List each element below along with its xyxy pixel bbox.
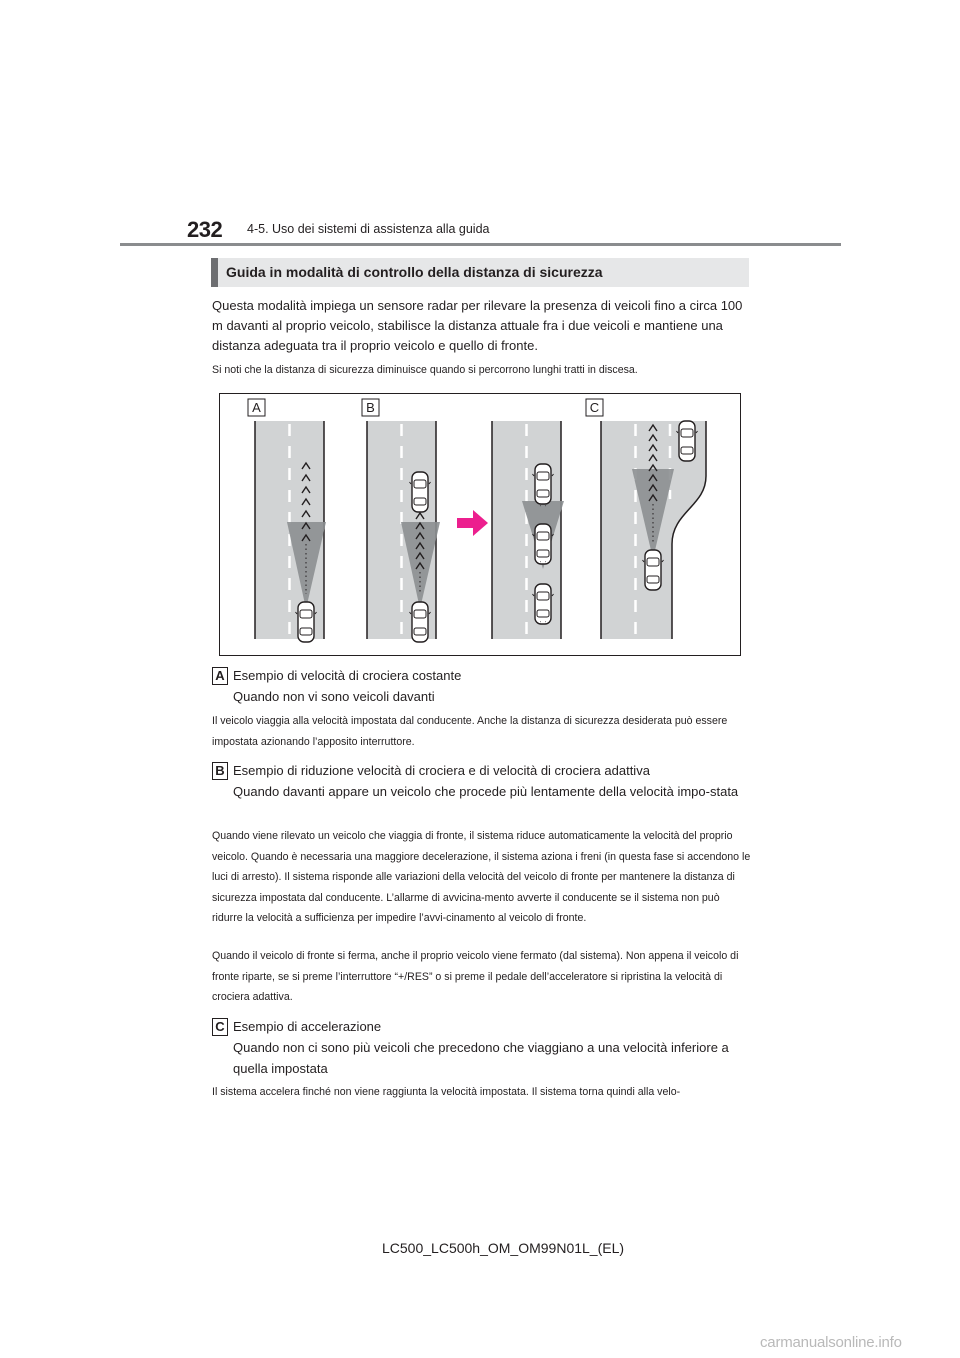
item-letter-a: A bbox=[212, 667, 228, 685]
section-heading-accent bbox=[211, 258, 218, 287]
item-b-text-2: Quando il veicolo di fronte si ferma, anche il proprio veicolo viene fermato (dal sistema). Non appena il veicolo di fronte riparte, se si preme l’interruttore “+/RES” o si preme il pedale dell’acceleratore si ripristina la velocità di crociera adattiva. bbox=[212, 950, 739, 1003]
item-b-subtitle: Quando davanti appare un veicolo che procede più lentamente della velocità impo-stata bbox=[233, 784, 739, 799]
svg-text:᾿ ᾿: ᾿ ᾿ bbox=[539, 561, 547, 568]
road-c bbox=[601, 421, 706, 639]
figure-label-a: A bbox=[252, 400, 261, 415]
item-c-title: Esempio di accelerazione bbox=[233, 1019, 382, 1034]
road-b2 bbox=[492, 421, 564, 639]
figure-label-c: C bbox=[589, 400, 600, 415]
chapter-title: 4-5. Uso dei sistemi di assistenza alla guida bbox=[247, 222, 490, 236]
header-rule bbox=[120, 243, 841, 246]
intro-paragraph: Questa modalità impiega un sensore radar per rilevare la presenza di veicoli fino a circa 100 m davanti al proprio veicolo, stabilisce la distanza attuale fra i due veicoli e mantiene una distanza adeguata tra il proprio veicolo e quello di fronte. bbox=[212, 298, 743, 353]
page-number: 232 bbox=[187, 217, 223, 242]
intro-note: Si noti che la distanza di sicurezza diminuisce quando si percorrono lunghi tratti in discesa. bbox=[212, 364, 638, 376]
section-heading: Guida in modalità di controllo della distanza di sicurezza bbox=[226, 264, 603, 280]
item-a-subtitle: Quando non vi sono veicoli davanti bbox=[233, 689, 435, 704]
road-a bbox=[255, 421, 326, 642]
item-a-title: Esempio di velocità di crociera costante bbox=[233, 668, 462, 683]
item-c-text: Il sistema accelera finché non viene raggiunta la velocità impostata. Il sistema torna quindi alla velo- bbox=[212, 1086, 681, 1098]
watermark: carmanualsonline.info bbox=[760, 1334, 902, 1351]
item-b-title: Esempio di riduzione velocità di crociera e di velocità di crociera adattiva bbox=[233, 763, 650, 778]
item-letter-c: C bbox=[212, 1018, 228, 1036]
footer-manual-code: LC500_LC500h_OM_OM99N01L_(EL) bbox=[382, 1240, 625, 1256]
svg-text:᾿ ᾿: ᾿ ᾿ bbox=[539, 621, 547, 628]
road-b bbox=[367, 421, 440, 642]
item-a-text: Il veicolo viaggia alla velocità impostata dal conducente. Anche la distanza di sicurezza desiderata può essere impostata azionando l’apposito interruttore. bbox=[212, 715, 728, 748]
acc-diagram bbox=[219, 393, 741, 656]
item-letter-b: B bbox=[212, 762, 228, 780]
transition-arrow bbox=[457, 510, 488, 536]
figure-label-b: B bbox=[366, 400, 375, 415]
svg-text:᾿ ᾿: ᾿ ᾿ bbox=[539, 505, 547, 512]
item-c-subtitle: Quando non ci sono più veicoli che precedono che viaggiano a una velocità inferiore a quella impostata bbox=[233, 1040, 729, 1076]
item-b-text: Quando viene rilevato un veicolo che viaggia di fronte, il sistema riduce automaticamente la velocità del proprio veicolo. Quando è necessaria una maggiore decelerazione, il sistema aziona i freni (in questa fase si accendono le luci di arresto). Il sistema risponde alle variazioni della velocità del veicolo di fronte per mantenere la distanza di sicurezza impostata dal conducente. L’allarme di avvicina-mento avverte il conducente se il sistema non può ridurre la velocità a sufficienza per impedire l’avvi-cinamento al veicolo di fronte. bbox=[212, 830, 751, 924]
